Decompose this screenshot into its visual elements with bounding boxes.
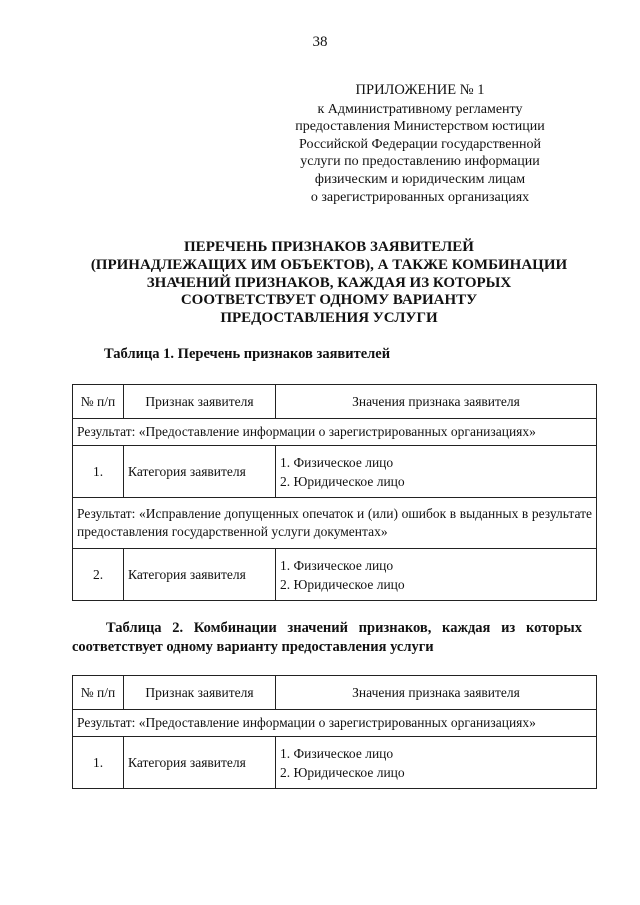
value-item: 1. Физическое лицо (280, 745, 394, 761)
value-item: 2. Юридическое лицо (280, 576, 405, 592)
table-header-row (73, 385, 597, 419)
row-sign: Категория заявителя (124, 446, 276, 498)
row-sign: Категория заявителя (124, 737, 276, 789)
table1-applicant-signs (72, 384, 597, 601)
result-cell: Результат: «Предоставление информации о зарегистрированных организациях» (73, 419, 597, 446)
row-sign: Категория заявителя (124, 549, 276, 601)
table-row (73, 737, 597, 789)
header-sign: Признак заявителя (124, 676, 276, 710)
appendix-line: к Административному регламенту (317, 101, 523, 117)
appendix-line: услуги по предоставлению информации (300, 154, 540, 170)
title-line: (ПРИНАДЛЕЖАЩИХ ИМ ОБЪЕКТОВ), А ТАКЖЕ КОМБИНАЦИИ (90, 256, 568, 273)
table-row (73, 446, 597, 498)
header-number: № п/п (73, 676, 124, 710)
appendix-line: предоставления Министерством юстиции (295, 119, 545, 135)
result-row (73, 710, 597, 737)
result-cell: Результат: «Предоставление информации о зарегистрированных организациях» (73, 710, 597, 737)
row-number: 1. (73, 737, 124, 789)
value-item: 1. Физическое лицо (280, 557, 394, 573)
table1-caption: Таблица 1. Перечень признаков заявителей (104, 346, 391, 362)
table-header-row (73, 676, 597, 710)
result-cell: Результат: «Исправление допущенных опечаток и (или) ошибок в выданных в результате предоставления государственной услуги документах» (73, 498, 597, 549)
appendix-line: физическим и юридическим лицам (314, 171, 526, 187)
appendix-line: о зарегистрированных организациях (310, 189, 530, 205)
header-sign: Признак заявителя (124, 385, 276, 419)
title-line: ПРЕДОСТАВЛЕНИЯ УСЛУГИ (220, 310, 438, 327)
value-item: 2. Юридическое лицо (280, 473, 405, 489)
title-line: ПЕРЕЧЕНЬ ПРИЗНАКОВ ЗАЯВИТЕЛЕЙ (184, 239, 474, 255)
header-values: Значения признака заявителя (276, 676, 597, 710)
title-line: СООТВЕТСТВУЕТ ОДНОМУ ВАРИАНТУ (180, 292, 478, 309)
header-number: № п/п (73, 385, 124, 419)
row-number: 1. (73, 446, 124, 498)
header-values: Значения признака заявителя (276, 385, 597, 419)
row-values (276, 737, 597, 789)
table-row (73, 549, 597, 601)
row-number: 2. (73, 549, 124, 601)
table2-caption: Таблица 2. Комбинации значений признаков, каждая из которых соответствует одному варианту предоставления услуги (72, 620, 582, 655)
appendix-block (270, 82, 570, 206)
document-title (70, 239, 588, 328)
row-values (276, 446, 597, 498)
result-row (73, 498, 597, 549)
table2-sign-combinations (72, 675, 597, 789)
value-item: 2. Юридическое лицо (280, 764, 405, 780)
appendix-line: Российской Федерации государственной (299, 136, 541, 152)
title-line: ЗНАЧЕНИЙ ПРИЗНАКОВ, КАЖДАЯ ИЗ КОТОРЫХ (146, 274, 512, 291)
value-item: 1. Физическое лицо (280, 454, 394, 470)
row-values (276, 549, 597, 601)
appendix-title: ПРИЛОЖЕНИЕ № 1 (355, 82, 485, 98)
page-number: 38 (312, 34, 328, 50)
result-row (73, 419, 597, 446)
